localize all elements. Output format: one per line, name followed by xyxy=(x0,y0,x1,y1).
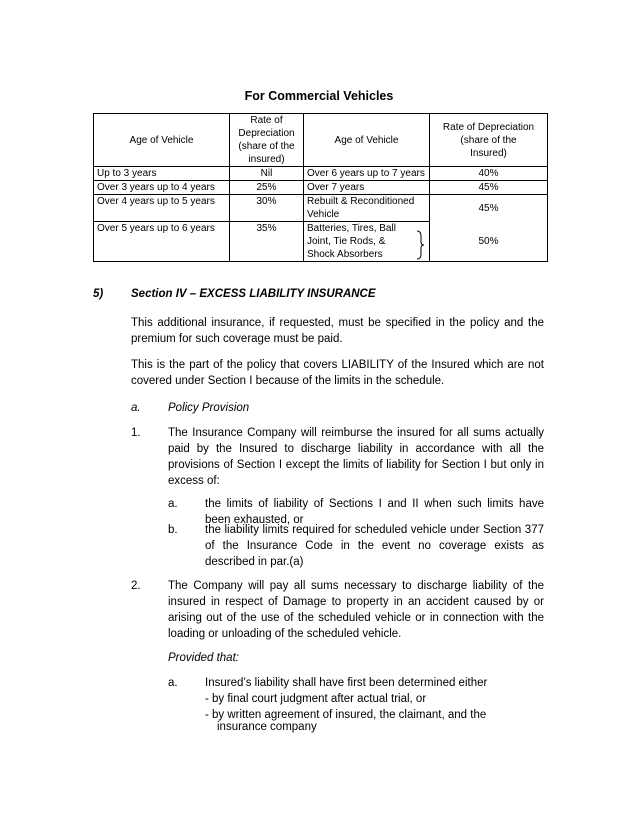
subsection-title: Policy Provision xyxy=(168,402,250,414)
provided-that: Provided that: xyxy=(168,652,239,664)
subitem-line: of the Insurance Code in the event no coverage exists as xyxy=(205,540,544,552)
cell-rate: 25% xyxy=(230,181,304,195)
paragraph-line: This additional insurance, if requested, must be specified in the policy and the xyxy=(131,317,544,329)
item-line: paid by the Insured to discharge liability in accordance with all the xyxy=(168,443,544,455)
header-rate-of-depreciation-2 xyxy=(430,114,548,167)
cell-rate2: 50% xyxy=(430,222,548,262)
table-header-row xyxy=(94,114,548,167)
subitem-label: a. xyxy=(168,677,178,689)
subitem-line: - by final court judgment after actual trial, or xyxy=(205,693,427,705)
subitem-line: insurance company xyxy=(217,721,317,733)
header-line: Rate of Depreciation xyxy=(442,121,535,133)
paragraph-line: covered under Section I because of the limits in the schedule. xyxy=(131,375,445,387)
subitem-line: described in par.(a) xyxy=(205,556,304,568)
item-line: arising out of the use of the scheduled vehicle or in connection with the xyxy=(168,612,544,624)
cell-age2 xyxy=(304,222,430,262)
item-number: 1. xyxy=(131,427,141,439)
table-row xyxy=(94,195,548,222)
item-line: provisions of Section I except the limits of liability for Section I but only in xyxy=(168,459,544,471)
subitem-line: Insured’s liability shall have first been determined either xyxy=(205,677,488,689)
header-line: (share of the xyxy=(460,134,517,146)
cell-age: Over 5 years up to 6 years xyxy=(94,222,230,262)
paragraph-line: premium for such coverage must be paid. xyxy=(131,333,343,345)
subitem-line: the limits of liability of Sections I and II when such limits have xyxy=(205,498,544,510)
cell-rate2: 40% xyxy=(430,167,548,181)
item-number: 2. xyxy=(131,580,141,592)
header-age-of-vehicle: Age of Vehicle xyxy=(94,114,230,167)
header-line: insured) xyxy=(248,154,285,165)
header-line: Rate of xyxy=(250,115,283,126)
header-line: Insured) xyxy=(470,147,507,159)
cell-rate2: 45% xyxy=(430,195,548,222)
item-line: excess of: xyxy=(168,475,220,487)
cell-age2: Rebuilt & Reconditioned Vehicle xyxy=(304,195,430,222)
subsection-label: a. xyxy=(131,402,141,414)
paragraph-line: This is the part of the policy that covers LIABILITY of the Insured which are not xyxy=(131,359,544,371)
table-row xyxy=(94,222,548,262)
section-title: Section IV – EXCESS LIABILITY INSURANCE xyxy=(131,288,376,300)
cell-rate: 35% xyxy=(230,222,304,262)
curly-brace-icon xyxy=(416,230,425,260)
subitem-line: - by written agreement of insured, the claimant, and the xyxy=(205,709,487,721)
section-number: 5) xyxy=(93,288,104,300)
header-rate-of-depreciation xyxy=(230,114,304,167)
subitem-line: been exhausted, or xyxy=(205,514,304,526)
table-row xyxy=(94,181,548,195)
cell-age2: Over 7 years xyxy=(304,181,430,195)
cell-age: Over 3 years up to 4 years xyxy=(94,181,230,195)
depreciation-table xyxy=(93,113,548,262)
item-line: insured in respect of Damage to property in an accident caused by or xyxy=(168,596,544,608)
header-age-of-vehicle-2: Age of Vehicle xyxy=(304,114,430,167)
subitem-label: b. xyxy=(168,524,178,536)
cell-age: Up to 3 years xyxy=(94,167,230,181)
subitem-line: the liability limits required for scheduled vehicle under Section 377 xyxy=(205,524,544,536)
cell-age2-text: Batteries, Tires, Ball Joint, Tie Rods, & Shock Absorbers xyxy=(307,223,396,260)
cell-age2: Over 6 years up to 7 years xyxy=(304,167,430,181)
item-line: The Company will pay all sums necessary to discharge liability of the xyxy=(168,580,544,592)
cell-rate: Nil xyxy=(230,167,304,181)
header-line: (share of the xyxy=(238,141,295,152)
header-line: Depreciation xyxy=(238,128,295,139)
table-row xyxy=(94,167,548,181)
cell-rate2: 45% xyxy=(430,181,548,195)
item-line: The Insurance Company will reimburse the insured for all sums actually xyxy=(168,427,544,439)
document-title: For Commercial Vehicles xyxy=(244,89,394,103)
subitem-label: a. xyxy=(168,498,178,510)
item-line: loading or unloading of the scheduled vehicle. xyxy=(168,628,402,640)
cell-age: Over 4 years up to 5 years xyxy=(94,195,230,222)
cell-rate: 30% xyxy=(230,195,304,222)
